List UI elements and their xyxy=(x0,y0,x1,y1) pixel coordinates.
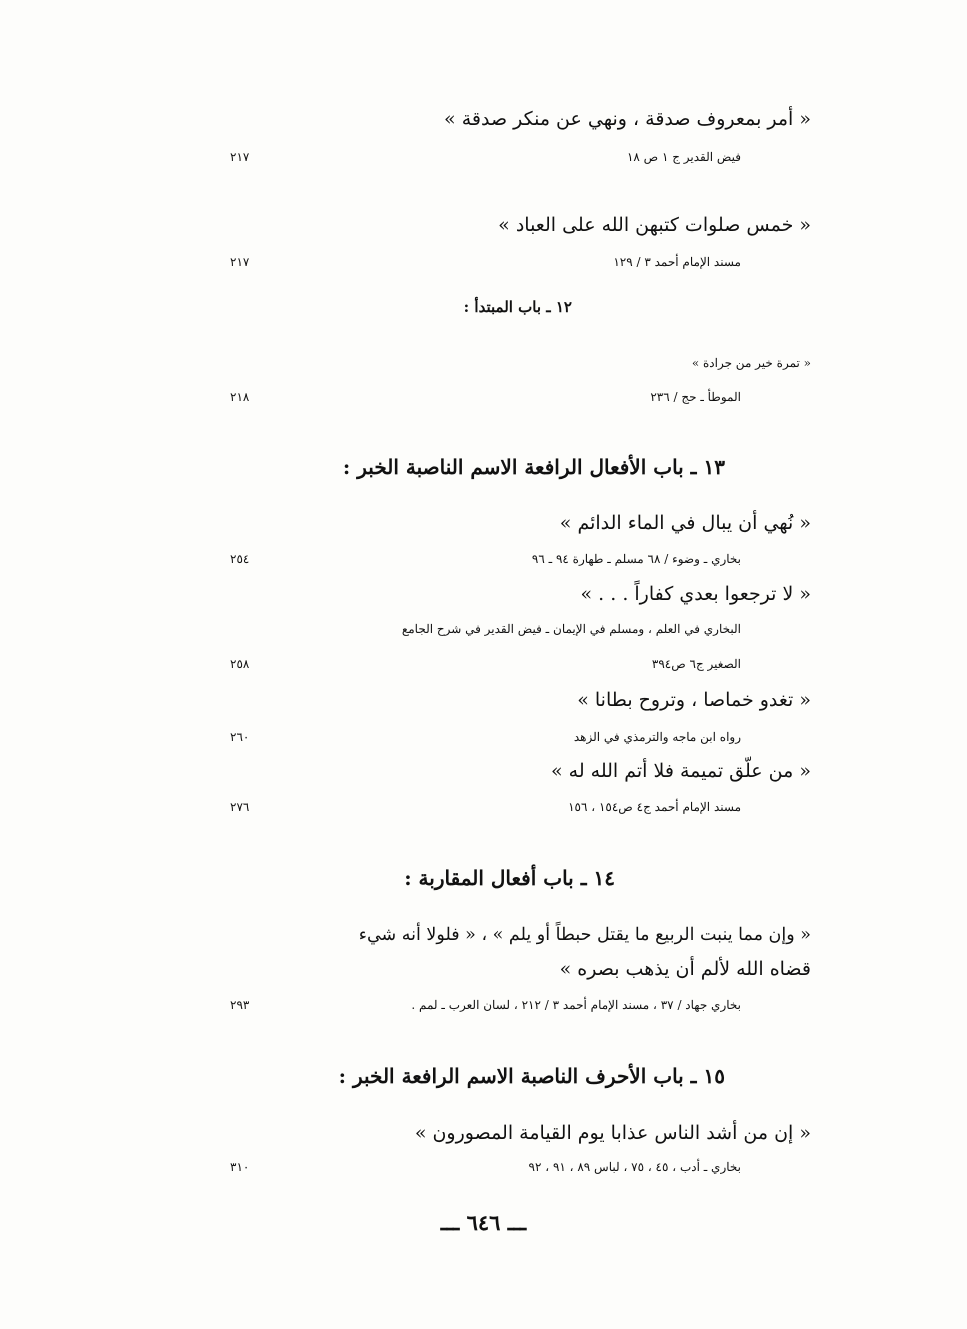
hadith-source: مسند الإمام أحمد ٣ / ١٢٩ xyxy=(613,255,741,269)
hadith-text: « تغدو خماصا ، وتروح بطانا » xyxy=(577,689,811,711)
hadith-source: فيض القدير ج ١ ص ١٨ xyxy=(626,150,741,164)
hadith-text: « نُهي أن يبال في الماء الدائم » xyxy=(559,512,811,534)
section-heading: ١٣ ـ باب الأفعال الرافعة الاسم الناصبة الخبر : xyxy=(342,455,725,479)
page-reference: ٢٥٤ xyxy=(230,552,250,566)
section-heading: ١٤ ـ باب أفعال المقاربة : xyxy=(404,866,615,890)
page-reference: ٣١٠ xyxy=(230,1160,250,1174)
hadith-source: رواه ابن ماجه والترمذي في الزهد xyxy=(573,730,741,744)
hadith-source-continued: الصغير ج٦ ص٣٩٤ xyxy=(651,657,741,671)
hadith-text: « أمر بمعروف صدقة ، ونهي عن منكر صدقة » xyxy=(444,108,811,130)
hadith-source: مسند الإمام أحمد ج٤ ص١٥٤ ، ١٥٦ xyxy=(568,800,741,814)
hadith-text-continued: قضاه الله لألم أن يذهب بصره » xyxy=(559,958,811,980)
hadith-source: بخاري جهاد / ٣٧ ، مسند الإمام أحمد ٣ / ٢١٢ ، لسان العرب ـ لمم . xyxy=(411,998,741,1012)
section-heading: ١٥ ـ باب الأحرف الناصبة الاسم الرافعة الخبر : xyxy=(338,1064,725,1088)
hadith-text: « خمس صلوات كتبهن الله على العباد » xyxy=(498,214,811,236)
page-reference: ٢١٧ xyxy=(230,255,250,269)
hadith-source: بخاري ـ أدب ، ٤٥ ، ٧٥ ، لباس ٨٩ ، ٩١ ، ٩٢ xyxy=(528,1160,741,1174)
page-reference: ٢١٨ xyxy=(230,390,250,404)
hadith-source: بخاري ـ وضوء / ٦٨ مسلم ـ طهارة ٩٤ ـ ٩٦ xyxy=(531,552,741,566)
page-reference: ٢٦٠ xyxy=(230,730,250,744)
hadith-text: « إن من أشد الناس عذابا يوم القيامة المصورون » xyxy=(414,1122,811,1144)
page-reference: ٢١٧ xyxy=(230,150,250,164)
page-reference: ٢٥٨ xyxy=(230,657,250,671)
page-reference: ٢٩٣ xyxy=(230,998,250,1012)
hadith-source: الموطأ ـ حج / ٢٣٦ xyxy=(650,390,741,404)
hadith-text: « تمرة خير من جرادة » xyxy=(691,356,811,370)
hadith-text: « لا ترجعوا بعدي كفاراً . . . » xyxy=(580,583,811,605)
section-heading: ١٢ ـ باب المبتدأ : xyxy=(463,298,572,316)
hadith-source: البخاري في العلم ، ومسلم في الإيمان ـ فيض القدير في شرح الجامع xyxy=(401,622,741,636)
hadith-text: « وإن مما ينبت الربيع ما يقتل حبطاً أو يلم » ، « فلولا أنه شيء xyxy=(358,925,811,945)
hadith-text: « من علّق تميمة فلا أتم الله له » xyxy=(550,760,811,782)
page-reference: ٢٧٦ xyxy=(230,800,250,814)
page-number: ـــ ٦٤٦ ـــ xyxy=(440,1210,527,1235)
